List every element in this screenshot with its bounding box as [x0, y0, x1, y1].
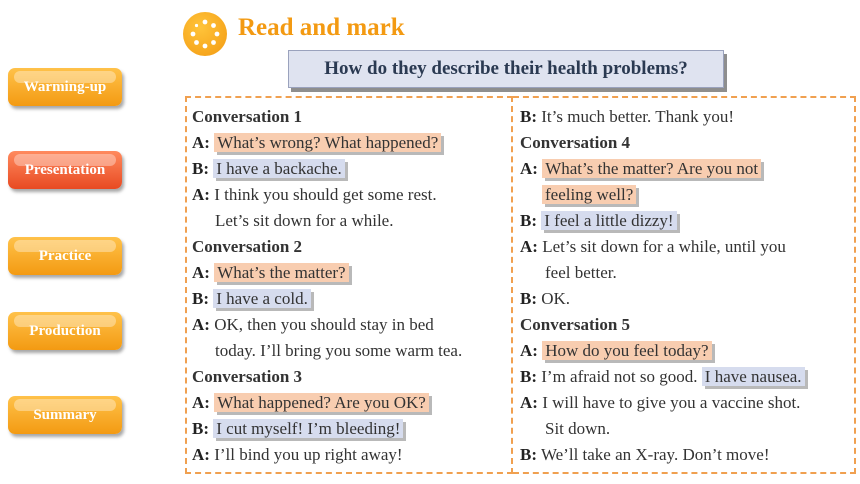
- speaker-label: B:: [520, 211, 537, 230]
- speaker-label: A:: [192, 315, 210, 334]
- speaker-label: A:: [192, 445, 210, 464]
- dialog-line: [192, 183, 437, 207]
- dialog-text: I think you should get some rest.: [214, 185, 437, 204]
- speaker-label: A:: [192, 393, 210, 412]
- dialog-line: [520, 157, 761, 181]
- highlight-problem-answer: I have nausea.: [702, 367, 805, 386]
- speaker-label: B:: [192, 159, 209, 178]
- page-title: Read and mark: [238, 14, 405, 41]
- speaker-label: B:: [520, 107, 537, 126]
- dialog-line: today. I’ll bring you some warm tea.: [215, 341, 463, 360]
- highlight-problem-answer: I cut myself! I’m bleeding!: [213, 419, 403, 438]
- conversation-3-title: Conversation 3: [192, 367, 303, 386]
- dialog-line: [520, 105, 734, 129]
- dialog-line: Sit down.: [545, 419, 611, 438]
- dialog-line: [192, 417, 403, 441]
- nav-label: Practice: [38, 247, 92, 264]
- highlight-problem-question: What’s the matter?: [214, 263, 348, 282]
- nav-label: Presentation: [24, 161, 106, 178]
- speaker-label: A:: [520, 341, 538, 360]
- speaker-label: A:: [520, 159, 538, 178]
- dialog-text: It’s much better. Thank you!: [541, 107, 735, 126]
- conversation-4-title: Conversation 4: [520, 133, 631, 152]
- conversation-1-title: Conversation 1: [192, 107, 303, 126]
- speaker-label: B:: [520, 289, 537, 308]
- highlight-problem-question: feeling well?: [542, 185, 636, 204]
- dialog-line: Let’s sit down for a while.: [215, 211, 394, 230]
- dialog-line: [192, 443, 403, 467]
- speaker-label: A:: [192, 263, 210, 282]
- highlight-problem-question: What’s the matter? Are you not: [542, 159, 761, 178]
- dialog-text: OK.: [541, 289, 571, 308]
- dialog-text: Let’s sit down for a while, until you: [542, 237, 786, 256]
- dialog-line: [192, 391, 429, 415]
- nav-label: Warming-up: [23, 78, 107, 95]
- speaker-label: B:: [520, 367, 537, 386]
- dialog-line: [192, 157, 345, 181]
- nav-presentation-button[interactable]: [8, 151, 122, 189]
- dialog-line: [520, 339, 712, 363]
- highlight-problem-answer: I have a cold.: [213, 289, 311, 308]
- dialog-line: [520, 209, 677, 233]
- dialog-line: [192, 131, 441, 155]
- highlight-problem-answer: I feel a little dizzy!: [541, 211, 676, 230]
- nav-label: Summary: [33, 406, 97, 423]
- dialog-text: I’m afraid not so good.: [541, 367, 698, 386]
- dots-ring-icon: [183, 12, 227, 56]
- dialog-text: We’ll take an X-ray. Don’t move!: [540, 445, 770, 464]
- nav-warming-up-button[interactable]: [8, 68, 122, 106]
- dialog-line: [192, 313, 434, 337]
- dialog-text: I’ll bind you up right away!: [214, 445, 403, 464]
- dialog-line: [192, 261, 349, 285]
- nav-production-button[interactable]: [8, 312, 122, 350]
- question-banner: How do they describe their health problems?: [288, 50, 724, 88]
- conversation-5-title: Conversation 5: [520, 315, 631, 334]
- speaker-label: B:: [192, 289, 209, 308]
- speaker-label: A:: [520, 237, 538, 256]
- dialog-text: OK, then you should stay in bed: [214, 315, 434, 334]
- dialog-line: [520, 391, 800, 415]
- highlight-problem-answer: I have a backache.: [213, 159, 345, 178]
- speaker-label: A:: [192, 185, 210, 204]
- dialog-line: [192, 287, 311, 311]
- dialog-text: I will have to give you a vaccine shot.: [542, 393, 801, 412]
- dialog-line: feel better.: [545, 263, 617, 282]
- nav-practice-button[interactable]: [8, 237, 122, 275]
- dialog-line: [520, 235, 786, 259]
- dialog-line: [542, 183, 636, 207]
- speaker-label: A:: [192, 133, 210, 152]
- highlight-problem-question: What’s wrong? What happened?: [214, 133, 441, 152]
- dialog-line: [520, 443, 769, 467]
- speaker-label: A:: [520, 393, 538, 412]
- conversation-2-title: Conversation 2: [192, 237, 303, 256]
- dialog-line: [520, 365, 805, 389]
- dialog-line: [520, 287, 570, 311]
- nav-summary-button[interactable]: [8, 396, 122, 434]
- highlight-problem-question: What happened? Are you OK?: [214, 393, 429, 412]
- speaker-label: B:: [520, 445, 537, 464]
- highlight-problem-question: How do you feel today?: [542, 341, 711, 360]
- nav-label: Production: [29, 322, 101, 339]
- speaker-label: B:: [192, 419, 209, 438]
